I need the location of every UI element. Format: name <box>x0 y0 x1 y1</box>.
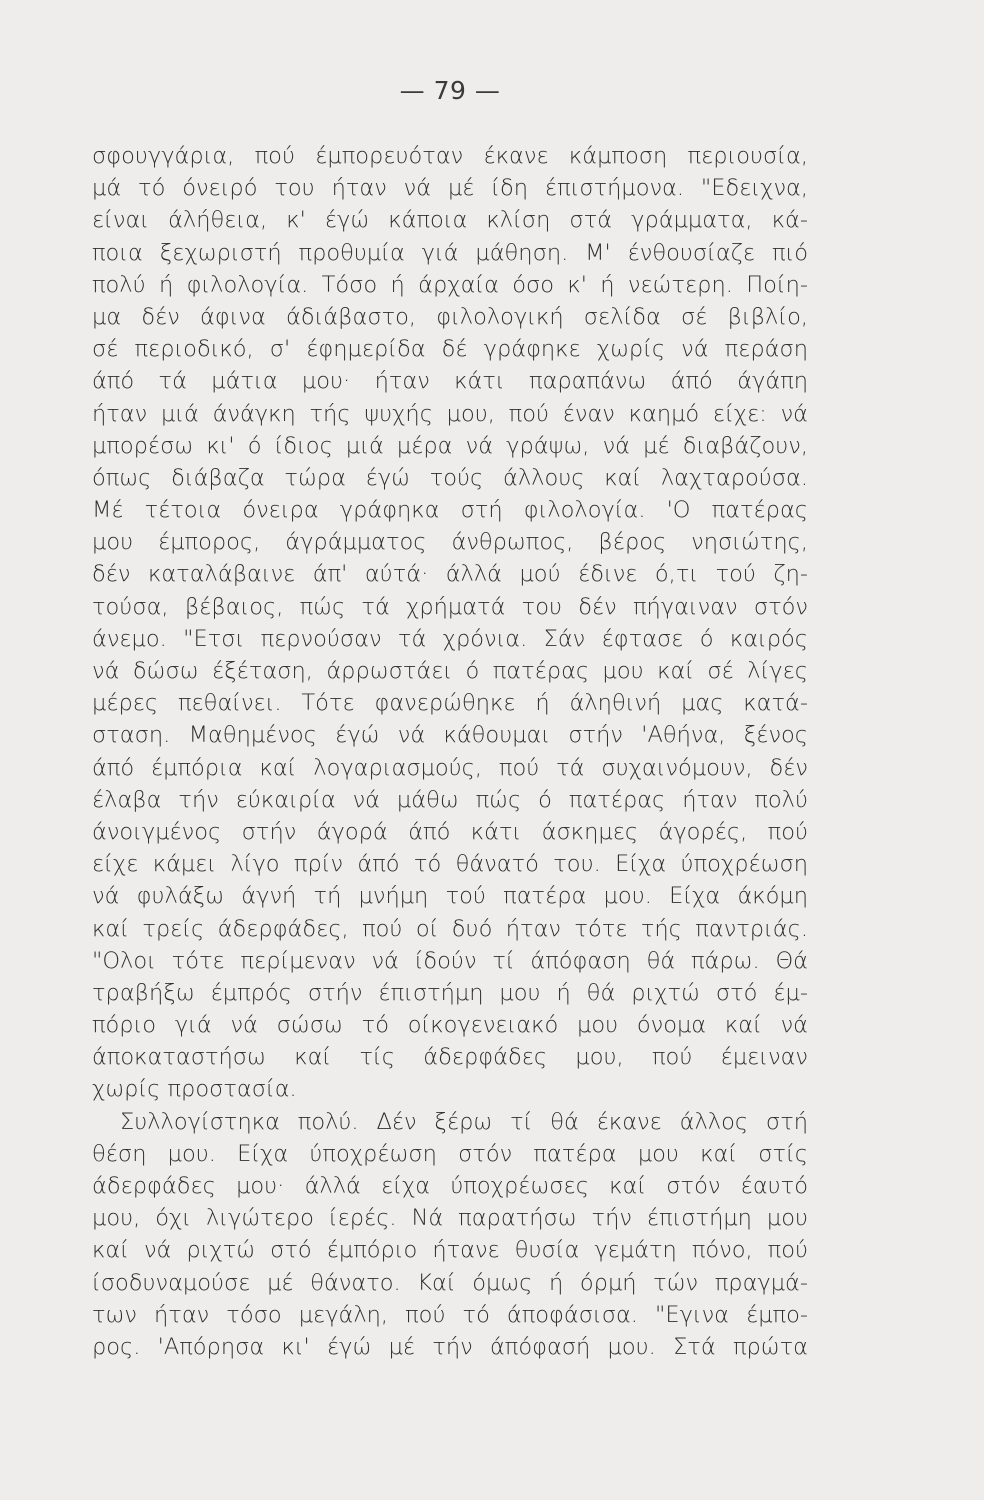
text-line: πολύ ή φιλολογία. Τόσο ή άρχαία όσο κ' ή νεώτερη. Ποίη- <box>92 271 808 298</box>
text-line: έλαβα τήν εύκαιρία νά μάθω πώς ό πατέρας ήταν πολύ <box>92 786 808 813</box>
text-line-paragraph-end: χωρίς προστασία. <box>92 1076 297 1103</box>
text-line: μά τό όνειρό του ήταν νά μέ ίδη έπιστήμονα. "Εδειχνα, <box>92 175 808 202</box>
text-line: άνοιγμένος στήν άγορά άπό κάτι άσκημες άγορές, πού <box>92 818 808 845</box>
page-number: — 79 — <box>399 76 501 105</box>
text-line: άποκαταστήσω καί τίς άδερφάδες μου, πού έμειναν <box>92 1044 808 1071</box>
text-line: ρος. 'Απόρησα κι' έγώ μέ τήν άπόφασή μου. Στά πρώτα <box>92 1333 808 1360</box>
text-line: άπό τά μάτια μου· ήταν κάτι παραπάνω άπό άγάπη <box>92 368 808 395</box>
text-line: είχε κάμει λίγο πρίν άπό τό θάνατό του. Είχα ύποχρέωση <box>92 851 808 878</box>
text-line: καί τρείς άδερφάδες, πού οί δυό ήταν τότε τής παντριάς. <box>92 915 808 942</box>
text-line: μέρες πεθαίνει. Τότε φανερώθηκε ή άληθινή μας κατά- <box>92 690 808 717</box>
text-line-paragraph-start: Συλλογίστηκα πολύ. Δέν ξέρω τί θά έκανε άλλος στή <box>120 1108 808 1135</box>
text-line: ίσοδυναμούσε μέ θάνατο. Καί όμως ή όρμή τών πραγμά- <box>92 1269 808 1296</box>
text-line: μου έμπορος, άγράμματος άνθρωπος, βέρος νησιώτης, <box>92 529 808 556</box>
text-line: είναι άλήθεια, κ' έγώ κάποια κλίση στά γράμματα, κά- <box>92 207 808 234</box>
text-line: των ήταν τόσο μεγάλη, πού τό άποφάσισα. "Εγινα έμπο- <box>92 1301 808 1328</box>
text-line: άπό έμπόρια καί λογαριασμούς, πού τά συχαινόμουν, δέν <box>92 754 808 781</box>
text-line: νά φυλάξω άγνή τή μνήμη τού πατέρα μου. Είχα άκόμη <box>92 883 808 910</box>
text-line: δέν καταλάβαινε άπ' αύτά· άλλά μού έδινε ό,τι τού ζη- <box>92 561 808 588</box>
text-line: άδερφάδες μου· άλλά είχα ύποχρέωσες καί στόν έαυτό <box>92 1173 808 1199</box>
text-line: όπως διάβαζα τώρα έγώ τούς άλλους καί λαχταρούσα. <box>92 464 808 491</box>
text-line: σφουγγάρια, πού έμπορευόταν έκανε κάμποση περιουσία, <box>92 143 808 169</box>
text-line: "Ολοι τότε περίμεναν νά ίδούν τί άπόφαση θά πάρω. Θά <box>92 947 808 974</box>
text-line: τραβήξω έμπρός στήν έπιστήμη μου ή θά ριχτώ στό έμ- <box>92 979 808 1006</box>
text-line: ήταν μιά άνάγκη τής ψυχής μου, πού έναν καημό είχε: νά <box>92 400 808 427</box>
text-line: τούσα, βέβαιος, πώς τά χρήματά του δέν πήγαιναν στόν <box>92 593 808 620</box>
text-line: Μέ τέτοια όνειρα γράφηκα στή φιλολογία. 'Ο πατέρας <box>92 497 808 524</box>
text-line: πόριο γιά νά σώσω τό οίκογενειακό μου όνομα καί νά <box>92 1012 808 1039</box>
text-line: μου, όχι λιγώτερο ίερές. Νά παρατήσω τήν έπιστήμη μου <box>92 1205 808 1232</box>
body-text <box>92 140 808 1363</box>
text-line: σταση. Μαθημένος έγώ νά κάθουμαι στήν 'Αθήνα, ξένος <box>92 722 808 749</box>
text-line: μπορέσω κι' ό ίδιος μιά μέρα νά γράψω, νά μέ διαβάζουν, <box>92 432 808 459</box>
text-line: μα δέν άφινα άδιάβαστο, φιλολογική σελίδα σέ βιβλίο, <box>92 303 808 330</box>
text-line: νά δώσω έξέταση, άρρωστάει ό πατέρας μου καί σέ λίγες <box>92 658 808 684</box>
text-line: θέση μου. Είχα ύποχρέωση στόν πατέρα μου καί στίς <box>92 1140 808 1167</box>
text-line: σέ περιοδικό, σ' έφημερίδα δέ γράφηκε χωρίς νά περάση <box>92 336 808 363</box>
text-line: καί νά ριχτώ στό έμπόριο ήτανε θυσία γεμάτη πόνο, πού <box>92 1237 808 1264</box>
text-line: άνεμο. "Ετσι περνούσαν τά χρόνια. Σάν έφτασε ό καιρός <box>92 625 808 652</box>
text-line: ποια ξεχωριστή προθυμία γιά μάθηση. Μ' ένθουσίαζε πιό <box>92 239 808 266</box>
